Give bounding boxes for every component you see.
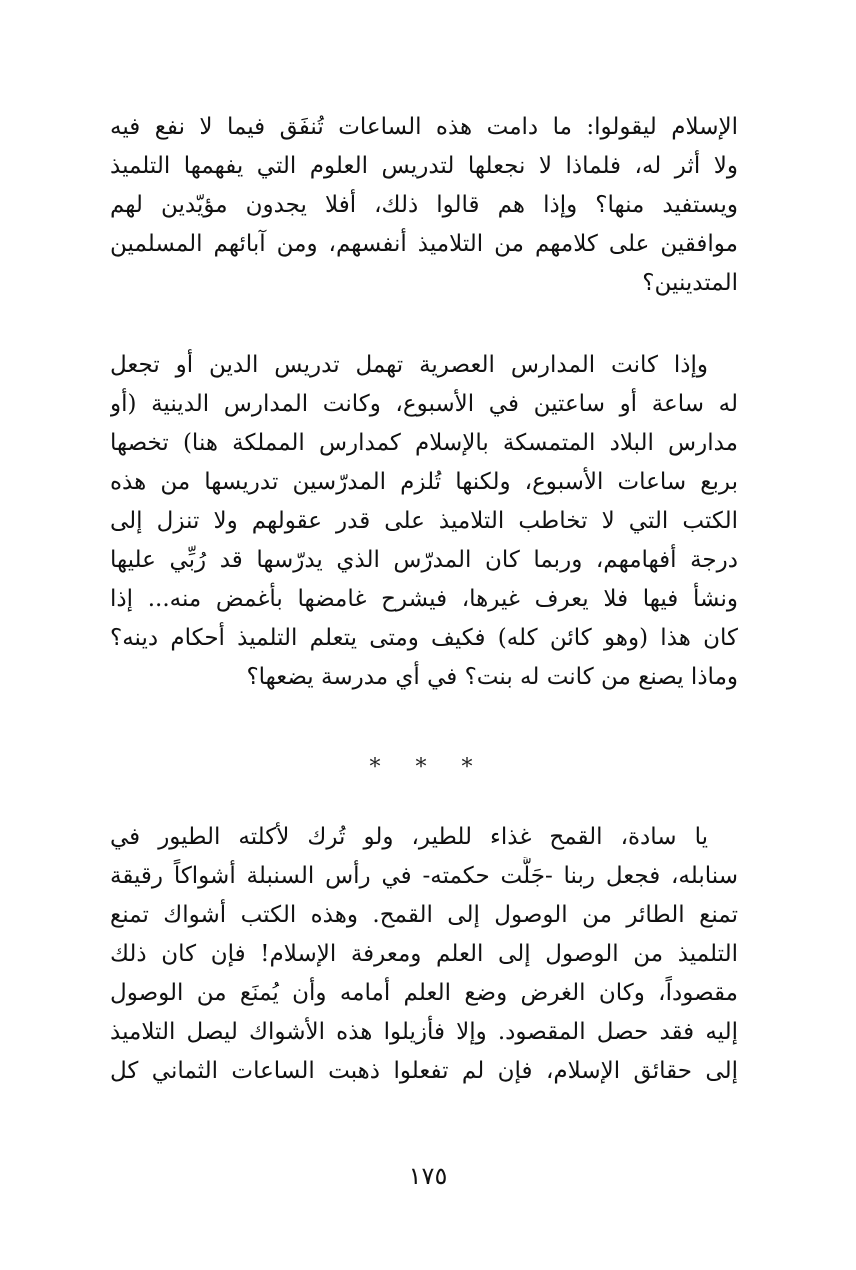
text-line: موافقين على كلامهم من التلاميذ أنفسهم، ومن آبائهم المسلمين (110, 231, 738, 257)
text-line: بربع ساعات الأسبوع، ولكنها تُلزم المدرّسين تدريسها من هذه (110, 469, 738, 495)
text-line: التلميذ من الوصول إلى العلم ومعرفة الإسلام! فإن كان ذلك (110, 941, 738, 967)
text-line: درجة أفهامهم، وربما كان المدرّس الذي يدرّسها قد رُبِّي عليها (110, 547, 738, 573)
text-line: الكتب التي لا تخاطب التلاميذ على قدر عقولهم ولا تنزل إلى (110, 508, 738, 534)
section-separator: * * * (369, 755, 487, 780)
text-line: ونشأ فيها فلا يعرف غيرها، فيشرح غامضها بأغمض منه... إذا (110, 586, 738, 612)
text-line: سنابله، فجعل ربنا -جَلَّت حكمته- في رأس السنبلة أشواكاً رقيقة (110, 863, 738, 889)
text-line: تمنع الطائر من الوصول إلى القمح. وهذه الكتب أشواك تمنع (110, 902, 738, 928)
text-line: ولا أثر له، فلماذا لا نجعلها لتدريس العلوم التي يفهمها التلميذ (110, 153, 738, 179)
text-line: يا سادة، القمح غذاء للطير، ولو تُرك لأكلته الطيور في (110, 824, 708, 850)
text-line: كان هذا (وهو كائن كله) فكيف ومتى يتعلم التلميذ أحكام دينه؟ (110, 625, 738, 651)
page-number: ١٧٥ (408, 1162, 448, 1190)
text-line: مقصوداً، وكان الغرض وضع العلم أمامه وأن يُمنَع من الوصول (110, 980, 738, 1006)
text-line: المتدينين؟ (642, 270, 738, 296)
text-line: إلى حقائق الإسلام، فإن لم تفعلوا ذهبت الساعات الثماني كل (110, 1058, 738, 1084)
text-line: ويستفيد منها؟ وإذا هم قالوا ذلك، أفلا يجدون مؤيّدين لهم (110, 192, 738, 218)
paragraph-3 (110, 818, 738, 1091)
text-line: وماذا يصنع من كانت له بنت؟ في أي مدرسة يضعها؟ (246, 664, 738, 690)
text-line: الإسلام ليقولوا: ما دامت هذه الساعات تُنفَق فيما لا نفع فيه (110, 114, 738, 140)
text-line: إليه فقد حصل المقصود. وإلا فأزيلوا هذه الأشواك ليصل التلاميذ (110, 1019, 738, 1045)
paragraph-2 (110, 346, 738, 697)
paragraph-1 (110, 108, 738, 303)
text-line: له ساعة أو ساعتين في الأسبوع، وكانت المدارس الدينية (أو (110, 391, 738, 417)
text-line: مدارس البلاد المتمسكة بالإسلام كمدارس المملكة هنا) تخصها (110, 430, 738, 456)
text-line: وإذا كانت المدارس العصرية تهمل تدريس الدين أو تجعل (110, 352, 708, 378)
